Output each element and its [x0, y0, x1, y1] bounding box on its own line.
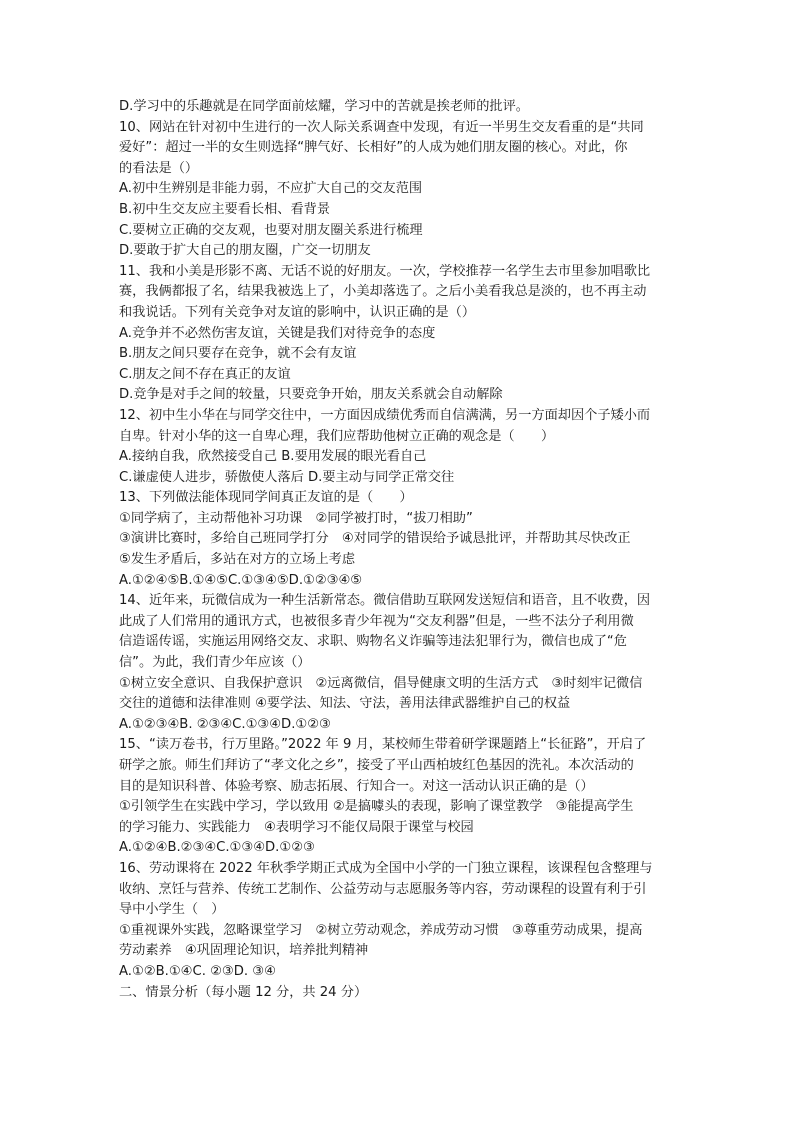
question-10-option-c: C.要树立正确的交友观，也要对朋友圈关系进行梳理: [119, 222, 423, 238]
question-12-stem: 自卑。针对小华的这一自卑心理，我们应帮助他树立正确的观念是（ ）: [119, 428, 555, 444]
question-15-statements: ①引领学生在实践中学习，学以致用 ②是搞噱头的表现，影响了课堂教学 ③能提高学生: [119, 799, 634, 815]
question-16-stem: 收纳、烹饪与营养、传统工艺制作、公益劳动与志愿服务等内容，劳动课程的设置有利于引: [119, 881, 647, 897]
question-14-stem: 14、近年来，玩微信成为一种生活新常态。微信借助互联网发送短信和语音，且不收费，因: [119, 593, 651, 609]
question-14-statements: ①树立安全意识、自我保护意识 ②远离微信，倡导健康文明的生活方式 ③时刻牢记微信: [119, 675, 643, 691]
question-11-option-c: C.朋友之间不存在真正的友谊: [119, 366, 291, 382]
section-heading: 二、情景分析（每小题 12 分，共 24 分）: [119, 984, 368, 1000]
question-16-options: A.①②B.①④C. ②③D. ③④: [119, 963, 276, 979]
question-11-option-a: A.竞争并不必然伤害友谊，关键是我们对待竞争的态度: [119, 325, 436, 341]
question-11-option-d: D.竞争是对手之间的较量，只要竞争开始，朋友关系就会自动解除: [119, 387, 503, 403]
question-10-stem: 10、网站在针对初中生进行的一次人际关系调查中发现，有近一半男生交友看重的是“共同: [119, 119, 644, 135]
question-10-option-a: A.初中生辨别是非能力弱，不应扩大自己的交友范围: [119, 181, 423, 197]
question-16-stem: 16、劳动课将在 2022 年秋季学期正式成为全国中小学的一门独立课程，该课程包含整理与: [119, 860, 653, 876]
question-13-statements: ③演讲比赛时，多给自己班同学打分 ④对同学的错误给予诚恳批评，并帮助其尽快改正: [119, 531, 631, 547]
question-15-options: A.①②④B.②③④C.①③④D.①②③: [119, 840, 315, 856]
question-14-stem: 信”。为此，我们青少年应该（）: [119, 655, 311, 671]
question-13-stem: 13、下列做法能体现同学间真正友谊的是（ ）: [119, 490, 413, 506]
document-page: [119, 97, 679, 1003]
question-11-stem: 赛，我俩都报了名，结果我被选上了，小美却落选了。之后小美看我总是淡的，也不再主动: [119, 284, 647, 300]
question-11-stem: 11、我和小美是形影不离、无话不说的好朋友。一次，学校推荐一名学生去市里参加唱歌比: [119, 263, 651, 279]
question-14-statements: 交往的道德和法律准则 ④要学法、知法、守法，善用法律武器维护自己的权益: [119, 696, 571, 712]
question-15-statements: 的学习能力、实践能力 ④表明学习不能仅局限于课堂与校园: [119, 819, 474, 835]
question-14-options: A.①②③④B. ②③④C.①③④D.①②③: [119, 716, 331, 732]
question-12-options: A.接纳自我，欣然接受自己 B.要用发展的眼光看自己: [119, 449, 427, 465]
question-13-options: A.①②④⑤B.①④⑤C.①③④⑤D.①②③④⑤: [119, 572, 363, 588]
question-16-stem: 导中小学生（ ）: [119, 902, 225, 918]
question-15-stem: 目的是知识科普、体验考察、励志拓展、行知合一。对这一活动认识正确的是（）: [119, 778, 594, 794]
question-13-statements: ①同学病了，主动帮他补习功课 ②同学被打时，“拔刀相助”: [119, 510, 473, 526]
question-10-option-d: D.要敢于扩大自己的朋友圈，广交一切朋友: [119, 243, 371, 259]
option-line: D.学习中的乐趣就是在同学面前炫耀，学习中的苦就是挨老师的批评。: [119, 99, 529, 114]
question-12-stem: 12、初中生小华在与同学交往中，一方面因成绩优秀而自信满满，另一方面却因个子矮小而: [119, 407, 651, 423]
question-10-option-b: B.初中生交友应主要看长相、看背景: [119, 201, 331, 217]
question-10-stem: 爱好”：超过一半的女生则选择“脾气好、长相好”的人成为她们朋友圈的核心。对此，你: [119, 140, 628, 156]
question-14-stem: 信造谣传谣，实施运用网络交友、求职、购物名义诈骗等违法犯罪行为，微信也成了“危: [119, 634, 627, 650]
question-12-options: C.谦虚使人进步，骄傲使人落后 D.要主动与同学正常交往: [119, 469, 455, 485]
question-15-stem: 研学之旅。师生们拜访了“孝文化之乡”，接受了平山西柏坡红色基因的洗礼。本次活动的: [119, 758, 634, 773]
question-13-statements: ⑤发生矛盾后，多站在对方的立场上考虑: [119, 552, 356, 568]
question-11-option-b: B.朋友之间只要存在竞争，就不会有友谊: [119, 346, 357, 362]
question-16-statements: 劳动素养 ④巩固理论知识，培养批判精神: [119, 943, 369, 959]
question-11-stem: 和我说话。下列有关竞争对友谊的影响中，认识正确的是（）: [119, 304, 476, 320]
question-14-stem: 此成了人们常用的通讯方式，也被很多青少年视为“交友利器”但是，一些不法分子利用微: [119, 613, 634, 629]
question-15-stem: 15、“读万卷书，行万里路。”2022 年 9 月，某校师生带着研学课题踏上“长征路”，开启了: [119, 737, 647, 753]
question-10-stem: 的看法是（）: [119, 160, 199, 176]
question-16-statements: ①重视课外实践，忽略课堂学习 ②树立劳动观念，养成劳动习惯 ③尊重劳动成果，提高: [119, 922, 643, 938]
